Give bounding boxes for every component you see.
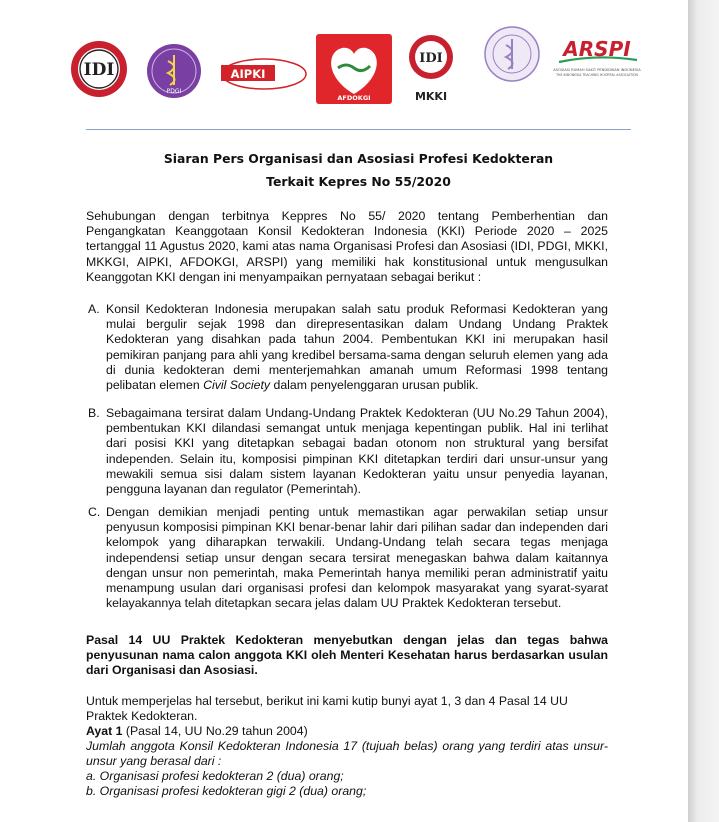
afdokgi-logo-text: AFDOKGI: [337, 94, 371, 102]
ayat-1-item-b: b. Organisasi profesi kedokteran gigi 2 (dua) orang;: [86, 784, 367, 798]
ayat-1-label: Ayat 1: [86, 724, 123, 738]
arspi-subtitle-2: THE INDONESIA TEACHING HOSPITAL ASSOCIATION: [556, 73, 638, 77]
title-line-2: Terkait Kepres No 55/2020: [266, 174, 451, 189]
arspi-logo: [553, 34, 641, 84]
list-item-a: [86, 302, 608, 393]
pdgi-logo-text: PDGI: [166, 88, 182, 95]
intro-paragraph: Sehubungan dengan terbitnya Keppres No 55/ 2020 tentang Pemberhentian dan Pengangkatan Keanggotaan Konsil Kedokteran Indonesia (KKI) Periode 2020 – 2025 tertanggal 11 Agustus 2020, kami atas nama Organisasi Profesi dan Asosiasi (IDI, PDGI, MKKI, MKKGI, AIPKI, AFDOKGI, ARSPI) yang memiliki hak konstitusional untuk mengusulkan Keanggotan KKI dengan ini menyampaikan pernyataan sebagai berikut :: [86, 209, 608, 284]
bold-statement: Pasal 14 UU Praktek Kedokteran menyebutkan dengan jelas dan tegas bahwa penyusunan nama calon anggota KKI oleh Menteri Kesehatan harus berdasarkan usulan dari Organisasi dan Asosiasi.: [86, 633, 608, 678]
ayat-1-ref: (Pasal 14, UU No.29 tahun 2004): [122, 724, 308, 738]
arspi-subtitle: ASOSIASI RUMAH SAKIT PENDIDIKAN INDONESIA: [553, 68, 641, 72]
item-body: [106, 302, 608, 393]
header-divider: [86, 129, 631, 130]
mkki-logo: [405, 34, 457, 104]
item-body: Dengan demikian menjadi penting untuk memastikan agar perwakilan setiap unsur penyusun komposisi pimpinan KKI benar-benar lahir dari pilihan sadar dan independen dari kelompok yang diharapkan terwakili. Undang-Undang telah secara tegas menjaga independensi setiap unsur dengan secara tersirat menegaskan bahwa dalam kaitannya dengan unsur non pemerintah, maka Pemerintah hanya memiliki peran administratif yaitu menampung usulan dari organisasi profesi dan kelompok masyarakat yang syarat-syarat kelayakannya telah ditetapkan secara jelas dalam UU Praktek Kedokteran tersebut.: [106, 505, 608, 611]
aipki-logo-text: AIPKI: [230, 67, 266, 81]
list-item-c: [86, 505, 608, 611]
item-letter: C.: [88, 505, 101, 519]
page-edge: [688, 0, 719, 822]
aipki-logo: [218, 56, 308, 92]
svg-text:IDI: IDI: [419, 51, 443, 66]
item-text: Konsil Kedokteran Indonesia merupakan salah satu produk Reformasi Kedokteran yang mulai bergulir sejak 1998 dan direpresentasikan dalam Undang Undang Praktek Kedokteran yang disahkan pada tahun 2004. Pembentukan KKI ini merupakan hasil pemikiran panjang para ahli yang kredibel bersama-sama dengan seluruh elemen yang ada di dunia kedokteran demi menterjemahkan amanah umum Reformasi 1998 tentang pelibatan elemen: [106, 302, 608, 393]
title-line-1: Siaran Pers Organisasi dan Asosiasi Profesi Kedokteran: [163, 151, 554, 166]
idi-logo-text: IDI: [83, 60, 115, 80]
quote-intro: Untuk memperjelas hal tersebut, berikut ini kami kutip bunyi ayat 1, 3 dan 4 Pasal 14 UU Praktek Kedokteran.: [86, 694, 568, 724]
idi-logo: [70, 40, 128, 98]
item-letter: A.: [88, 302, 100, 316]
list-item-b: [86, 406, 608, 497]
item-letter: B.: [88, 406, 100, 420]
item-italic-text: Civil Society: [203, 378, 271, 393]
pdgi-logo: [146, 43, 202, 99]
item-body: Sebagaimana tersirat dalam Undang-Undang Praktek Kedokteran (UU No.29 Tahun 2004), pembentukan KKI dilandasi semangat untuk menjaga kepentingan publik. Hal ini terlihat dari posisi KKI yang ditetapkan sebagai badan otonom non struktural yang bersifat independen. Selain itu, komposisi pimpinan KKI ditetapkan terdiri dari unsur-unsur yang mewakili semua sisi dalam sistem layanan Kedokteran yaitu unsur penyedia layanan, pengguna layanan dan regulator (Pemerintah).: [106, 406, 608, 497]
ayat-1-text: Jumlah anggota Konsil Kedokteran Indonesia 17 (tujuah belas) orang yang terdiri atas unsur-unsur yang berasal dari :: [86, 739, 608, 769]
mkki-logo-text: MKKI: [414, 90, 448, 103]
afdokgi-logo: [316, 34, 392, 104]
item-text-after: dalam penyelenggaran urusan publik.: [270, 378, 479, 393]
ayat-1-item-a: a. Organisasi profesi kedokteran 2 (dua) orang;: [86, 769, 344, 783]
logo-header: [0, 0, 688, 120]
arspi-logo-text: ARSPI: [563, 37, 631, 61]
mkkgi-logo: [484, 26, 540, 82]
ayat-1-heading: [86, 724, 608, 739]
